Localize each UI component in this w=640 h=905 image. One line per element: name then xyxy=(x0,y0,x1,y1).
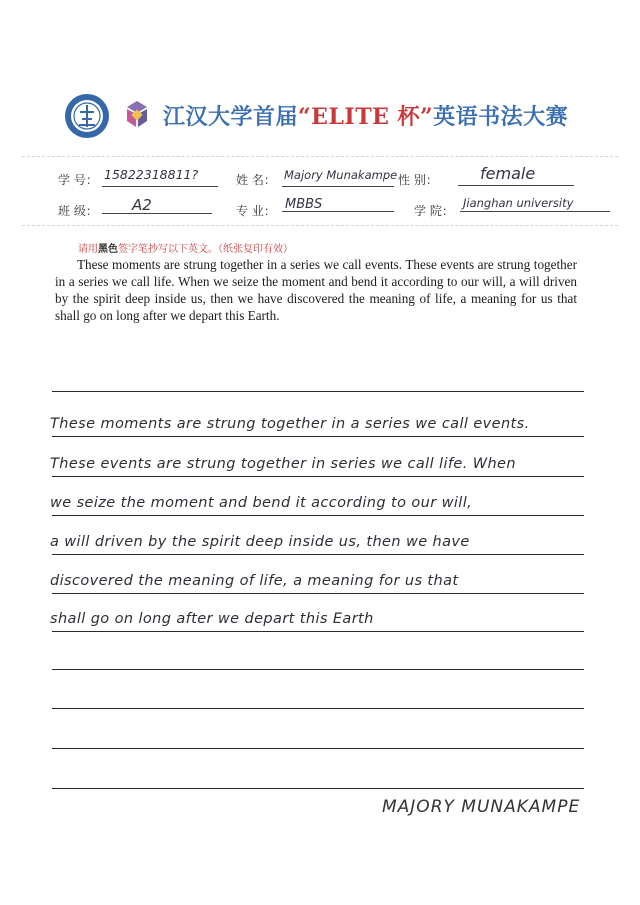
writing-rule xyxy=(52,748,584,749)
title-part-2: 英语书法大赛 xyxy=(433,105,569,130)
college-underline xyxy=(460,211,610,212)
name-underline xyxy=(282,186,394,187)
student-id-value: 15822318811? xyxy=(104,167,199,182)
signature: MAJORY MUNAKAMPE xyxy=(382,797,581,817)
page-title xyxy=(163,100,623,134)
major-underline xyxy=(282,211,394,212)
college-value: Jianghan university xyxy=(463,196,574,210)
writing-rule xyxy=(52,436,584,437)
gender-underline xyxy=(458,185,574,186)
name-value: Majory Munakampe xyxy=(284,168,398,182)
instruction-black: 黑色 xyxy=(98,244,118,255)
handwritten-line-1: These moments are strung together in a series we call events. xyxy=(50,416,530,432)
major-label: 专 业： xyxy=(236,204,276,218)
divider-top xyxy=(22,156,618,157)
divider-bottom xyxy=(22,225,618,226)
handwritten-line-5: discovered the meaning of life, a meaning for us that xyxy=(50,573,459,589)
class-underline xyxy=(102,213,212,214)
instruction-post: 签字笔抄写以下英文。（纸张复印有效） xyxy=(118,244,293,255)
instruction-text xyxy=(78,240,293,255)
college-label: 学 院： xyxy=(414,204,454,218)
printed-passage: These moments are strung together in a series we call events. These events are strung together in a series we call life. When we seize the moment and bend it according to our will, a will driven by the spirit deep inside us, then we have discovered the meaning of life, a meaning for us that shall go on long after we depart this Earth. xyxy=(55,257,577,323)
writing-rule xyxy=(52,788,584,789)
student-id-label: 学 号： xyxy=(58,173,98,187)
class-label: 班 级： xyxy=(58,204,98,218)
writing-rule xyxy=(52,708,584,709)
title-part-1: 江汉大学首届 xyxy=(163,105,299,130)
handwritten-line-3: we seize the moment and bend it according to our will, xyxy=(50,495,473,511)
contest-emblem-icon xyxy=(121,99,153,131)
writing-rule xyxy=(52,554,584,555)
writing-rule xyxy=(52,515,584,516)
class-value: A2 xyxy=(132,196,152,214)
writing-rule xyxy=(52,669,584,670)
handwritten-line-2: These events are strung together in series we call life. When xyxy=(50,456,516,472)
writing-rule xyxy=(52,476,584,477)
instruction-pre: 请用 xyxy=(78,244,98,255)
major-value: MBBS xyxy=(285,197,323,212)
handwritten-line-4: a will driven by the spirit deep inside us, then we have xyxy=(50,534,470,550)
gender-value: female xyxy=(480,164,536,183)
writing-rule xyxy=(52,593,584,594)
writing-rule xyxy=(52,631,584,632)
handwritten-line-6: shall go on long after we depart this Earth xyxy=(50,611,374,627)
writing-rule xyxy=(52,391,584,392)
university-logo-icon xyxy=(63,92,111,140)
gender-label: 性 别： xyxy=(398,173,438,187)
title-elite: “ELITE 杯” xyxy=(298,104,434,130)
name-label: 姓 名： xyxy=(236,173,276,187)
student-id-underline xyxy=(102,186,218,187)
